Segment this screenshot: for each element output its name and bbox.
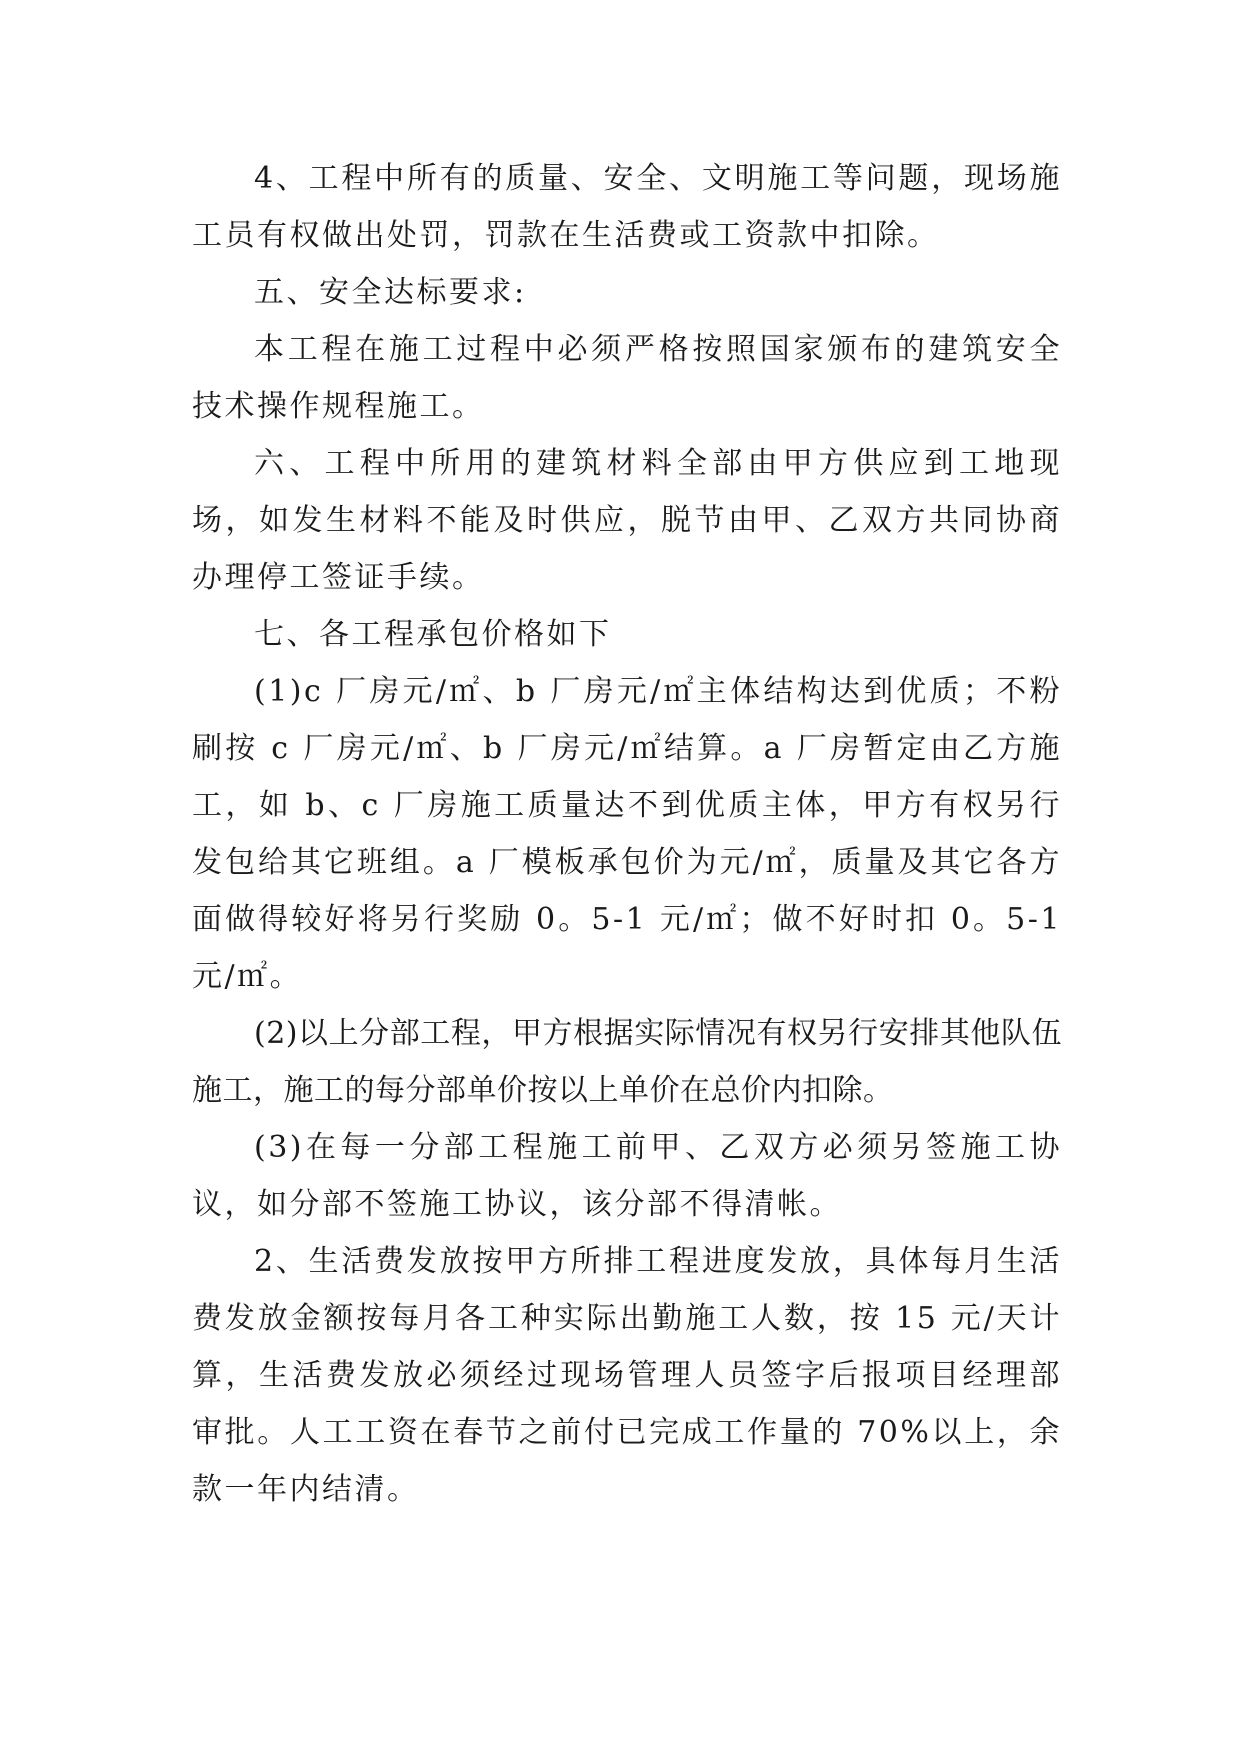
paragraph-quality-penalty: 4、工程中所有的质量、安全、文明施工等问题，现场施工员有权做出处罚，罚款在生活费或工资款中扣除。 — [192, 161, 1062, 253]
paragraph-price-item-3: (3)在每一分部工程施工前甲、乙双方必须另签施工协议，如分部不签施工协议，该分部不得清帐。 — [192, 1130, 1062, 1222]
heading-safety-requirements: 五、安全达标要求: — [254, 275, 527, 310]
paragraph-price-item-2: (2)以上分部工程，甲方根据实际情况有权另行安排其他队伍施工，施工的每分部单价按以上单价在总价内扣除。 — [192, 1016, 1062, 1108]
document-body — [192, 150, 1062, 1518]
paragraph-living-expenses: 2、生活费发放按甲方所排工程进度发放，具体每月生活费发放金额按每月各工种实际出勤施工人数，按 15 元/天计算，生活费发放必须经过现场管理人员签字后报项目经理部审批。人工工资在春节之前付已完成工作量的 70%以上，余款一年内结清。 — [192, 1244, 1062, 1507]
paragraph-materials-supply: 六、工程中所用的建筑材料全部由甲方供应到工地现场，如发生材料不能及时供应，脱节由甲、乙双方共同协商办理停工签证手续。 — [192, 446, 1062, 595]
paragraph-price-item-1: (1)c 厂房元/㎡、b 厂房元/㎡主体结构达到优质；不粉刷按 c 厂房元/㎡、b 厂房元/㎡结算。a 厂房暂定由乙方施工，如 b、c 厂房施工质量达不到优质主体，甲方有权另行发包给其它班组。a 厂模板承包价为元/㎡，质量及其它各方面做得较好将另行奖励 0。5-1 元/㎡；做不好时扣 0。5-1 元/㎡。 — [192, 674, 1062, 994]
heading-contract-prices: 七、各工程承包价格如下 — [254, 617, 612, 652]
paragraph-safety-rules: 本工程在施工过程中必须严格按照国家颁布的建筑安全技术操作规程施工。 — [192, 332, 1062, 424]
